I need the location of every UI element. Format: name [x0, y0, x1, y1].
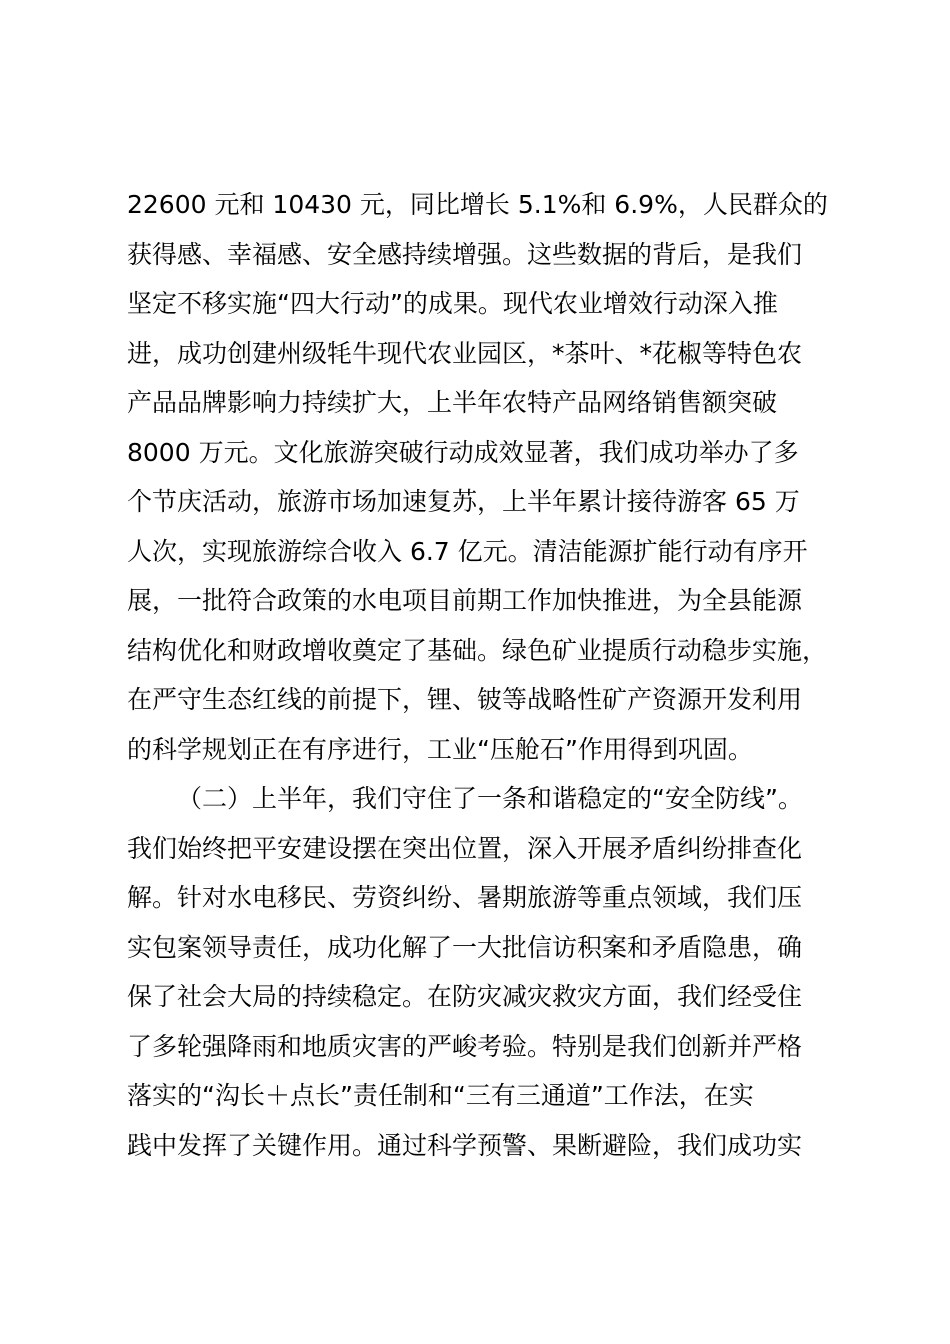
text-line: 坚定不移实施“四大行动”的成果。现代农业增效行动深入推	[127, 289, 778, 318]
text-line: 我们始终把平安建设摆在突出位置，深入开展矛盾纠纷排查化	[127, 833, 803, 863]
text-line: 的科学规划正在有序进行，工业“压舱石”作用得到巩固。	[127, 734, 753, 764]
text-line: 人次，实现旅游综合收入 6.7 亿元。清洁能源扩能行动有序开	[127, 536, 808, 566]
text-line: 解。针对水电移民、劳资纠纷、暑期旅游等重点领域，我们压	[127, 883, 803, 912]
text-line: 个节庆活动，旅游市场加速复苏，上半年累计接待游客 65 万	[127, 487, 800, 516]
text-line: 保了社会大局的持续稳定。在防灾减灾救灾方面，我们经受住	[127, 982, 803, 1011]
text-line: 在严守生态红线的前提下，锂、铍等战略性矿产资源开发利用	[127, 685, 803, 714]
text-line: 结构优化和财政增收奠定了基础。绿色矿业提质行动稳步实施，	[127, 635, 828, 665]
text-line: 落实的“沟长＋点长”责任制和“三有三通道”工作法，在实	[127, 1081, 754, 1110]
text-line: 进，成功创建州级牦牛现代农业园区，*茶叶、*花椒等特色农	[127, 338, 803, 368]
text-line: 产品品牌影响力持续扩大，上半年农特产品网络销售额突破	[127, 388, 778, 417]
text-line: 了多轮强降雨和地质灾害的严峻考验。特别是我们创新并严格	[127, 1031, 803, 1061]
text-line: 实包案领导责任，成功化解了一大批信访积案和矛盾隐患，确	[127, 932, 803, 962]
section-heading-line: （二）上半年，我们守住了一条和谐稳定的“安全防线”。	[177, 784, 803, 813]
text-line: 展，一批符合政策的水电项目前期工作加快推进，为全县能源	[127, 586, 803, 615]
text-line: 22600 元和 10430 元，同比增长 5.1%和 6.9%，人民群众的	[127, 190, 828, 219]
text-line: 8000 万元。文化旅游突破行动成效显著，我们成功举办了多	[127, 437, 799, 467]
text-line: 践中发挥了关键作用。通过科学预警、果断避险，我们成功实	[127, 1130, 803, 1160]
document-body	[127, 180, 832, 1170]
text-line: 获得感、幸福感、安全感持续增强。这些数据的背后，是我们	[127, 239, 803, 269]
